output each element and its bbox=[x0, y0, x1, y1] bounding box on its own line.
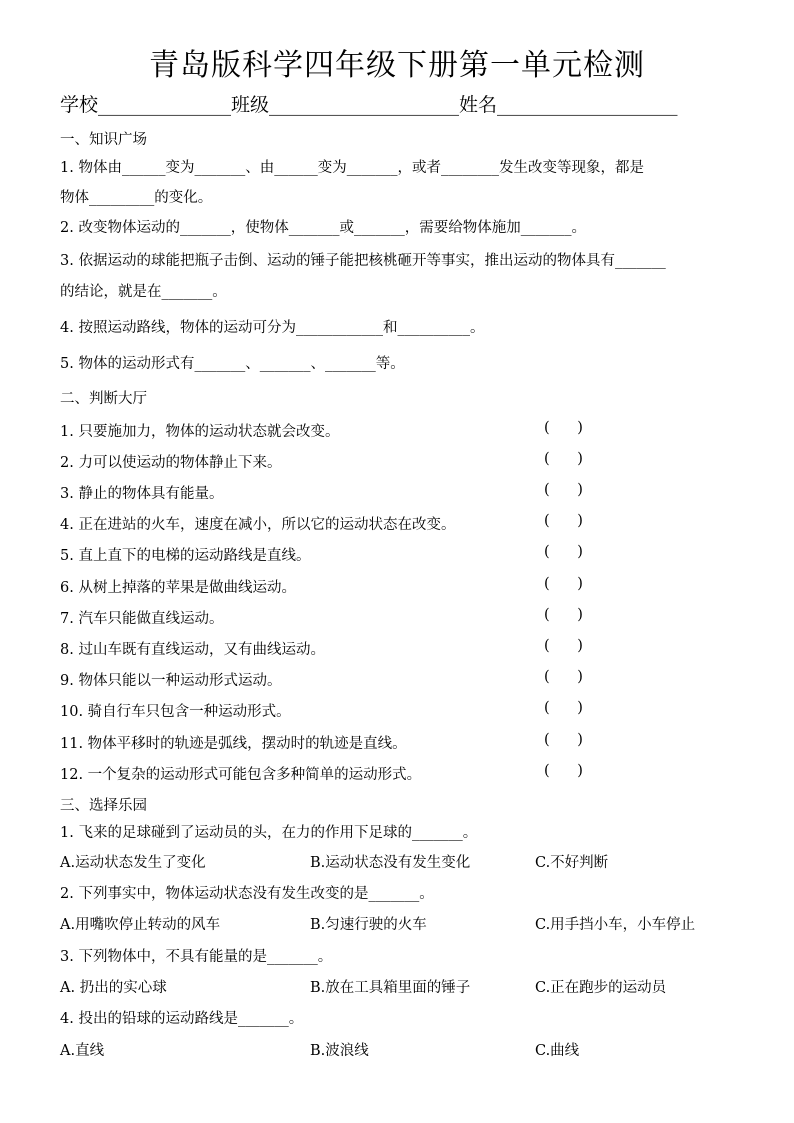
choice-1-option-b: B.运动状态没有发生变化 bbox=[310, 855, 471, 871]
fill-line-4: 4. 按照运动路线，物体的运动可分为____________和__________。 bbox=[60, 320, 485, 336]
fill-line-3b: 的结论，就是在_______。 bbox=[60, 284, 227, 300]
choice-2-option-a: A.用嘴吹停止转动的风车 bbox=[60, 917, 221, 933]
choice-1-option-c: C.不好判断 bbox=[535, 855, 609, 871]
choice-question-2: 2. 下列事实中，物体运动状态没有发生改变的是_______。 bbox=[60, 886, 434, 902]
fill-line-1b: 物体_________的变化。 bbox=[60, 190, 213, 206]
judge-item-4: 4. 正在进站的火车，速度在减小，所以它的运动状态在改变。 bbox=[60, 517, 456, 533]
judge-item-9: 9. 物体只能以一种运动形式运动。 bbox=[60, 673, 282, 689]
choice-3-option-b: B.放在工具箱里面的锤子 bbox=[310, 980, 471, 996]
answer-parens-10: ( ) bbox=[544, 700, 583, 716]
fill-line-2: 2. 改变物体运动的_______，使物体_______或_______，需要给物体施加_______。 bbox=[60, 220, 586, 236]
section-heading-choice: 三、选择乐园 bbox=[60, 798, 147, 814]
judge-item-3: 3. 静止的物体具有能量。 bbox=[60, 486, 224, 502]
student-info-line: 学校______________班级____________________姓名___________________ bbox=[60, 94, 678, 116]
choice-3-option-a: A. 扔出的实心球 bbox=[60, 980, 167, 996]
answer-parens-1: ( ) bbox=[544, 420, 583, 436]
fill-line-1a: 1. 物体由______变为_______、由______变为_______，或者________发生改变等现象，都是 bbox=[60, 160, 644, 176]
section-heading-knowledge: 一、知识广场 bbox=[60, 132, 147, 148]
choice-question-4: 4. 投出的铅球的运动路线是_______。 bbox=[60, 1011, 304, 1027]
answer-parens-11: ( ) bbox=[544, 732, 583, 748]
choice-1-option-a: A.运动状态发生了变化 bbox=[60, 855, 206, 871]
section-heading-judgement: 二、判断大厅 bbox=[60, 391, 147, 407]
fill-line-5: 5. 物体的运动形式有_______、_______、_______等。 bbox=[60, 356, 405, 372]
answer-parens-3: ( ) bbox=[544, 482, 583, 498]
judge-item-7: 7. 汽车只能做直线运动。 bbox=[60, 611, 224, 627]
judge-item-6: 6. 从树上掉落的苹果是做曲线运动。 bbox=[60, 580, 296, 596]
page-title: 青岛版科学四年级下册第一单元检测 bbox=[149, 48, 645, 83]
answer-parens-9: ( ) bbox=[544, 669, 583, 685]
answer-parens-4: ( ) bbox=[544, 513, 583, 529]
answer-parens-8: ( ) bbox=[544, 638, 583, 654]
judge-item-5: 5. 直上直下的电梯的运动路线是直线。 bbox=[60, 548, 311, 564]
choice-3-option-c: C.正在跑步的运动员 bbox=[535, 980, 667, 996]
choice-4-option-c: C.曲线 bbox=[535, 1043, 580, 1059]
choice-question-3: 3. 下列物体中，不具有能量的是_______。 bbox=[60, 949, 333, 965]
fill-line-3a: 3. 依据运动的球能把瓶子击倒、运动的锤子能把核桃砸开等事实，推出运动的物体具有_______ bbox=[60, 253, 666, 269]
answer-parens-12: ( ) bbox=[544, 763, 583, 779]
choice-4-option-b: B.波浪线 bbox=[310, 1043, 369, 1059]
answer-parens-5: ( ) bbox=[544, 544, 583, 560]
choice-2-option-c: C.用手挡小车，小车停止 bbox=[535, 917, 696, 933]
judge-item-10: 10. 骑自行车只包含一种运动形式。 bbox=[60, 704, 291, 720]
choice-2-option-b: B.匀速行驶的火车 bbox=[310, 917, 427, 933]
judge-item-8: 8. 过山车既有直线运动，又有曲线运动。 bbox=[60, 642, 325, 658]
choice-question-1: 1. 飞来的足球碰到了运动员的头，在力的作用下足球的_______。 bbox=[60, 825, 478, 841]
answer-parens-7: ( ) bbox=[544, 607, 583, 623]
judge-item-2: 2. 力可以使运动的物体静止下来。 bbox=[60, 455, 282, 471]
judge-item-12: 12. 一个复杂的运动形式可能包含多种简单的运动形式。 bbox=[60, 767, 422, 783]
answer-parens-6: ( ) bbox=[544, 576, 583, 592]
answer-parens-2: ( ) bbox=[544, 451, 583, 467]
judge-item-11: 11. 物体平移时的轨迹是弧线，摆动时的轨迹是直线。 bbox=[60, 736, 407, 752]
judge-item-1: 1. 只要施加力，物体的运动状态就会改变。 bbox=[60, 424, 340, 440]
choice-4-option-a: A.直线 bbox=[60, 1043, 105, 1059]
